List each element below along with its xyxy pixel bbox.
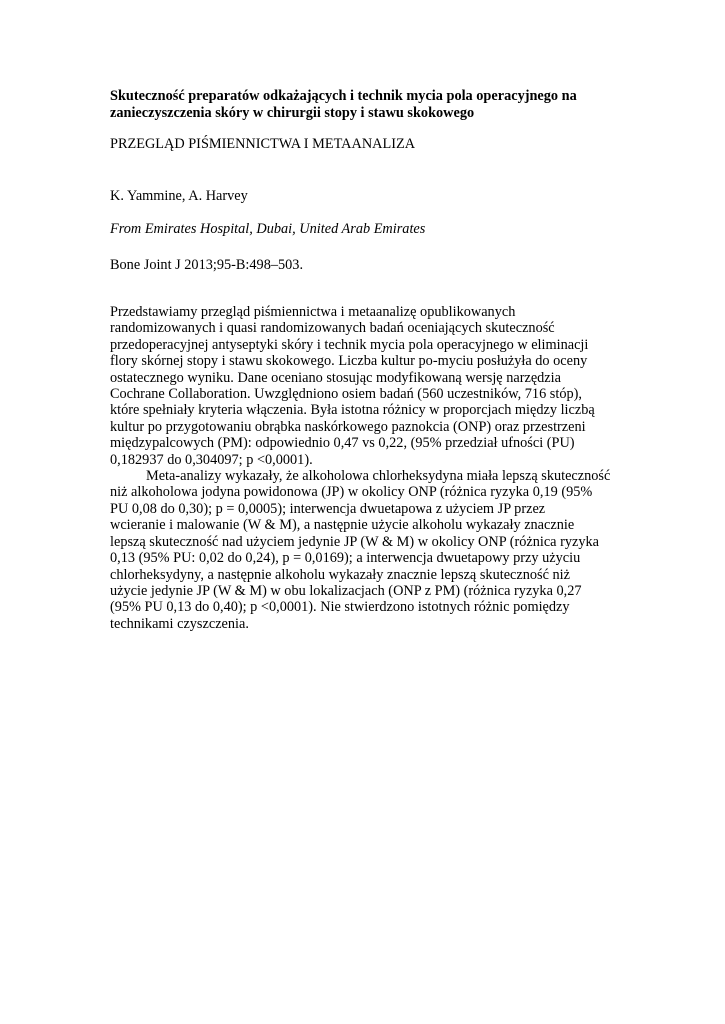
- abstract-line: Cochrane Collaboration. Uwzględniono osiem badań (560 uczestników, 716 stóp),: [110, 386, 582, 403]
- affiliation: From Emirates Hospital, Dubai, United Arab Emirates: [110, 221, 426, 237]
- article-title: [110, 88, 630, 122]
- article-title-line-2: zanieczyszczenia skóry w chirurgii stopy i stawu skokowego: [110, 105, 475, 121]
- abstract-line: chlorheksydyny, a następnie alkoholu wykazały znacznie lepszą skuteczność niż: [110, 566, 570, 583]
- abstract-line: 0,13 (95% PU: 0,02 do 0,24), p = 0,0169); a interwencja dwuetapowy przy użyciu: [110, 550, 581, 567]
- abstract-body: [110, 304, 630, 632]
- journal-citation: Bone Joint J 2013;95-B:498–503.: [110, 257, 304, 273]
- abstract-line: PU 0,08 do 0,30); p = 0,0005); interwencja dwuetapowa z użyciem JP przez: [110, 500, 546, 517]
- abstract-line: niż alkoholowa jodyna powidonowa (JP) w okolicy ONP (różnica ryzyka 0,19 (95%: [110, 484, 593, 501]
- abstract-line: Przedstawiamy przegląd piśmiennictwa i metaanalizę opublikowanych: [110, 304, 516, 320]
- abstract-line: międzypalcowych (PM): odpowiednio 0,47 vs 0,22, (95% przedział ufności (PU): [110, 435, 575, 452]
- abstract-line: lepszą skuteczność nad użyciem jedynie JP (W & M) w okolicy ONP (różnica ryzyka: [110, 533, 599, 550]
- abstract-line: które spełniały kryteria włączenia. Była istotna różnicy w proporcjach między liczbą: [110, 402, 595, 419]
- abstract-line: technikami czyszczenia.: [110, 615, 249, 632]
- abstract-line: (95% PU 0,13 do 0,40); p <0,0001). Nie stwierdzono istotnych różnic pomiędzy: [110, 599, 570, 616]
- article-subtitle: PRZEGLĄD PIŚMIENNICTWA I METAANALIZA: [110, 136, 416, 152]
- article-title-line-1: Skuteczność preparatów odkażających i technik mycia pola operacyjnego na: [110, 88, 577, 104]
- abstract-line: użycie jedynie JP (W & M) w obu lokalizacjach (ONP z PM) (różnica ryzyka 0,27: [110, 582, 582, 599]
- abstract-line: przedoperacyjnej antyseptyki skóry i technik mycia pola operacyjnego w eliminacji: [110, 336, 589, 353]
- abstract-line: kultur po przygotowaniu obrąbka naskórkowego paznokcia (ONP) oraz przestrzeni: [110, 418, 586, 435]
- abstract-line: flory skórnej stopy i stawu skokowego. Liczba kultur po-myciu posłużyła do oceny: [110, 353, 588, 370]
- abstract-line: ostatecznego wyniku. Dane oceniano stosując modyfikowaną wersję narzędzia: [110, 369, 561, 386]
- authors: K. Yammine, A. Harvey: [110, 188, 248, 204]
- abstract-line: randomizowanych i quasi randomizowanych badań oceniających skuteczność: [110, 320, 555, 337]
- abstract-paragraph-2-start: Meta-analizy wykazały, że alkoholowa chlorheksydyna miała lepszą skuteczność: [146, 468, 611, 485]
- abstract-line: 0,182937 do 0,304097; p <0,0001).: [110, 451, 313, 468]
- abstract-line: wcieranie i malowanie (W & M), a następnie użycie alkoholu wykazały znacznie: [110, 517, 575, 534]
